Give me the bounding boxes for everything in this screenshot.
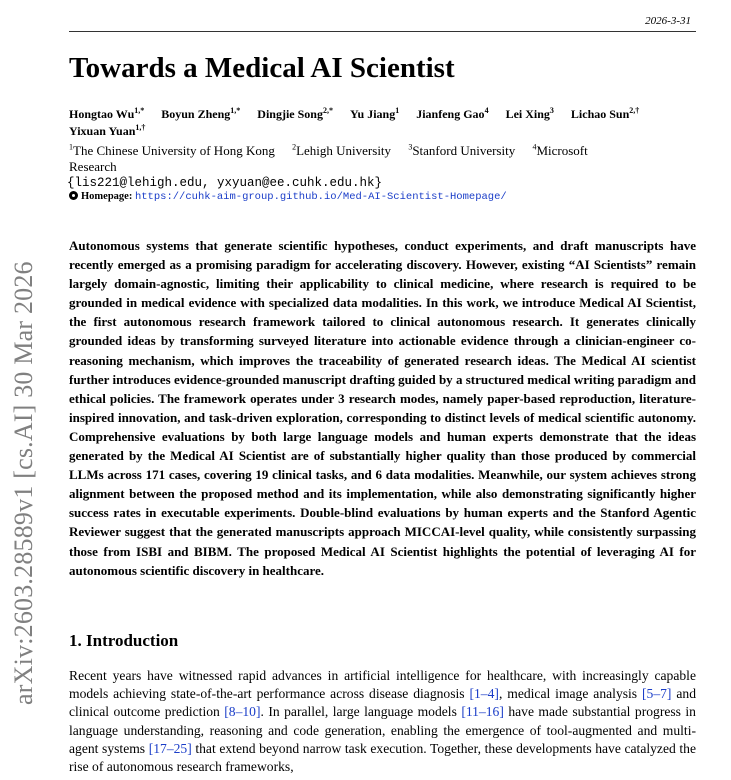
homepage-line [69, 191, 507, 203]
github-icon [69, 191, 78, 200]
author: Lichao Sun$^{2,\dagger}$ [570, 106, 640, 121]
citation-link[interactable]: [5–7] [642, 686, 672, 702]
homepage-link[interactable]: https://cuhk-aim-group.github.io/Med-AI-Scientist-Homepage/ [134, 191, 507, 203]
author: Dingjie Song$^{2,*}$ [257, 106, 333, 121]
author: Hongtao $Wu^{1,*}$ [69, 106, 145, 121]
homepage-label: Homepage: [81, 191, 133, 202]
citation-link[interactable]: [11–16] [461, 704, 504, 720]
header-rule [69, 31, 696, 32]
author: Yu Jiang$^1$ [349, 106, 400, 121]
section-title: 1. Introduction [69, 631, 179, 650]
author: Boyun Zheng$^{1,*}$ [161, 106, 241, 121]
paper-title: Towards a Medical AI Scientist [69, 52, 455, 84]
affiliation: $^4$Microsoft Research [69, 142, 588, 174]
author: Yixuan Yuan$^{1,\dagger}$ [69, 123, 146, 138]
affiliation-list [69, 143, 639, 175]
author: Jianfeng Gao$^4$ [416, 106, 489, 121]
arxiv-stamp: arXiv:2603.28589v1 [cs.AI] 30 Mar 2026 [9, 261, 38, 705]
author: Lei Xing$^3$ [505, 106, 554, 121]
date-stamp: 2026-3-31 [645, 15, 691, 27]
abstract: Autonomous systems that generate scientific hypotheses, conduct experiments, and draft manuscripts have recently emerged as a promising paradigm for accelerating discovery. However, existing “AI Scientists” remain largely domain-agnostic, limiting their applicability to clinical medicine, where research is required to be grounded in medical evidence with specialized data modalities. In this work, we introduce Medical AI Scientist, the first autonomous research framework tailored to clinical autonomous research. It generates clinically grounded ideas by transforming surveyed literature into actionable evidence through a clinician-engineer co-reasoning mechanism, which improves the traceability of generated research ideas. The Medical AI scientist further introduces evidence-grounded manuscript drafting guided by a structured medical writing paradigm and ethical policies. The framework operates under 3 research modes, namely paper-based reproduction, literature-inspired innovation, and task-driven exploration, corresponding to distinct levels of medical scientific autonomy. Comprehensive evaluations by both large language models and human experts demonstrate that the ideas generated by the Medical AI Scientist are of substantially higher quality than those produced by commercial LLMs across 171 cases, covering 19 clinical tasks, and 6 data modalities. Meanwhile, our system achieves strong alignment between the proposed method and its implementation, while also demonstrating significantly higher success rates in executable experiments. Double-blind evaluations by human experts and the Stanford Agentic Reviewer suggest that the generated manuscripts approach MICCAI-level quality, while consistently surpassing those from ISBI and BIBM. The proposed Medical AI Scientist highlights the potential of leveraging AI for autonomous scientific discovery in healthcare. [69, 238, 696, 578]
contact-emails: {lis221@lehigh.edu, yxyuan@ee.cuhk.edu.hk} [67, 176, 383, 190]
affiliation: $^2$Lehigh University [292, 142, 392, 158]
citation-link[interactable]: [17–25] [148, 740, 192, 756]
intro-paragraph: Recent years have witnessed rapid advances in artificial intelligence for healthcare, with increasingly capable models achieving state-of-the-art performance across disease diagnosis [1–4], medical image analysis [5–7] and clinical outcome prediction [8–10]. In parallel, large language models [11–16] have made substantial progress in language understanding, reasoning and code generation, enabling the emergence of tool-augmented and multi-agent systems [17–25] that extend beyond narrow task execution. Together, these developments have catalyzed the rise of autonomous research frameworks, [69, 668, 696, 775]
author-list [69, 106, 699, 140]
citation-link[interactable]: [1–4] [469, 686, 499, 702]
affiliation: $^3$Stanford University [408, 142, 516, 158]
affiliation: $^1$The Chinese University of Hong Kong [69, 142, 275, 158]
citation-link[interactable]: [8–10] [224, 704, 261, 720]
